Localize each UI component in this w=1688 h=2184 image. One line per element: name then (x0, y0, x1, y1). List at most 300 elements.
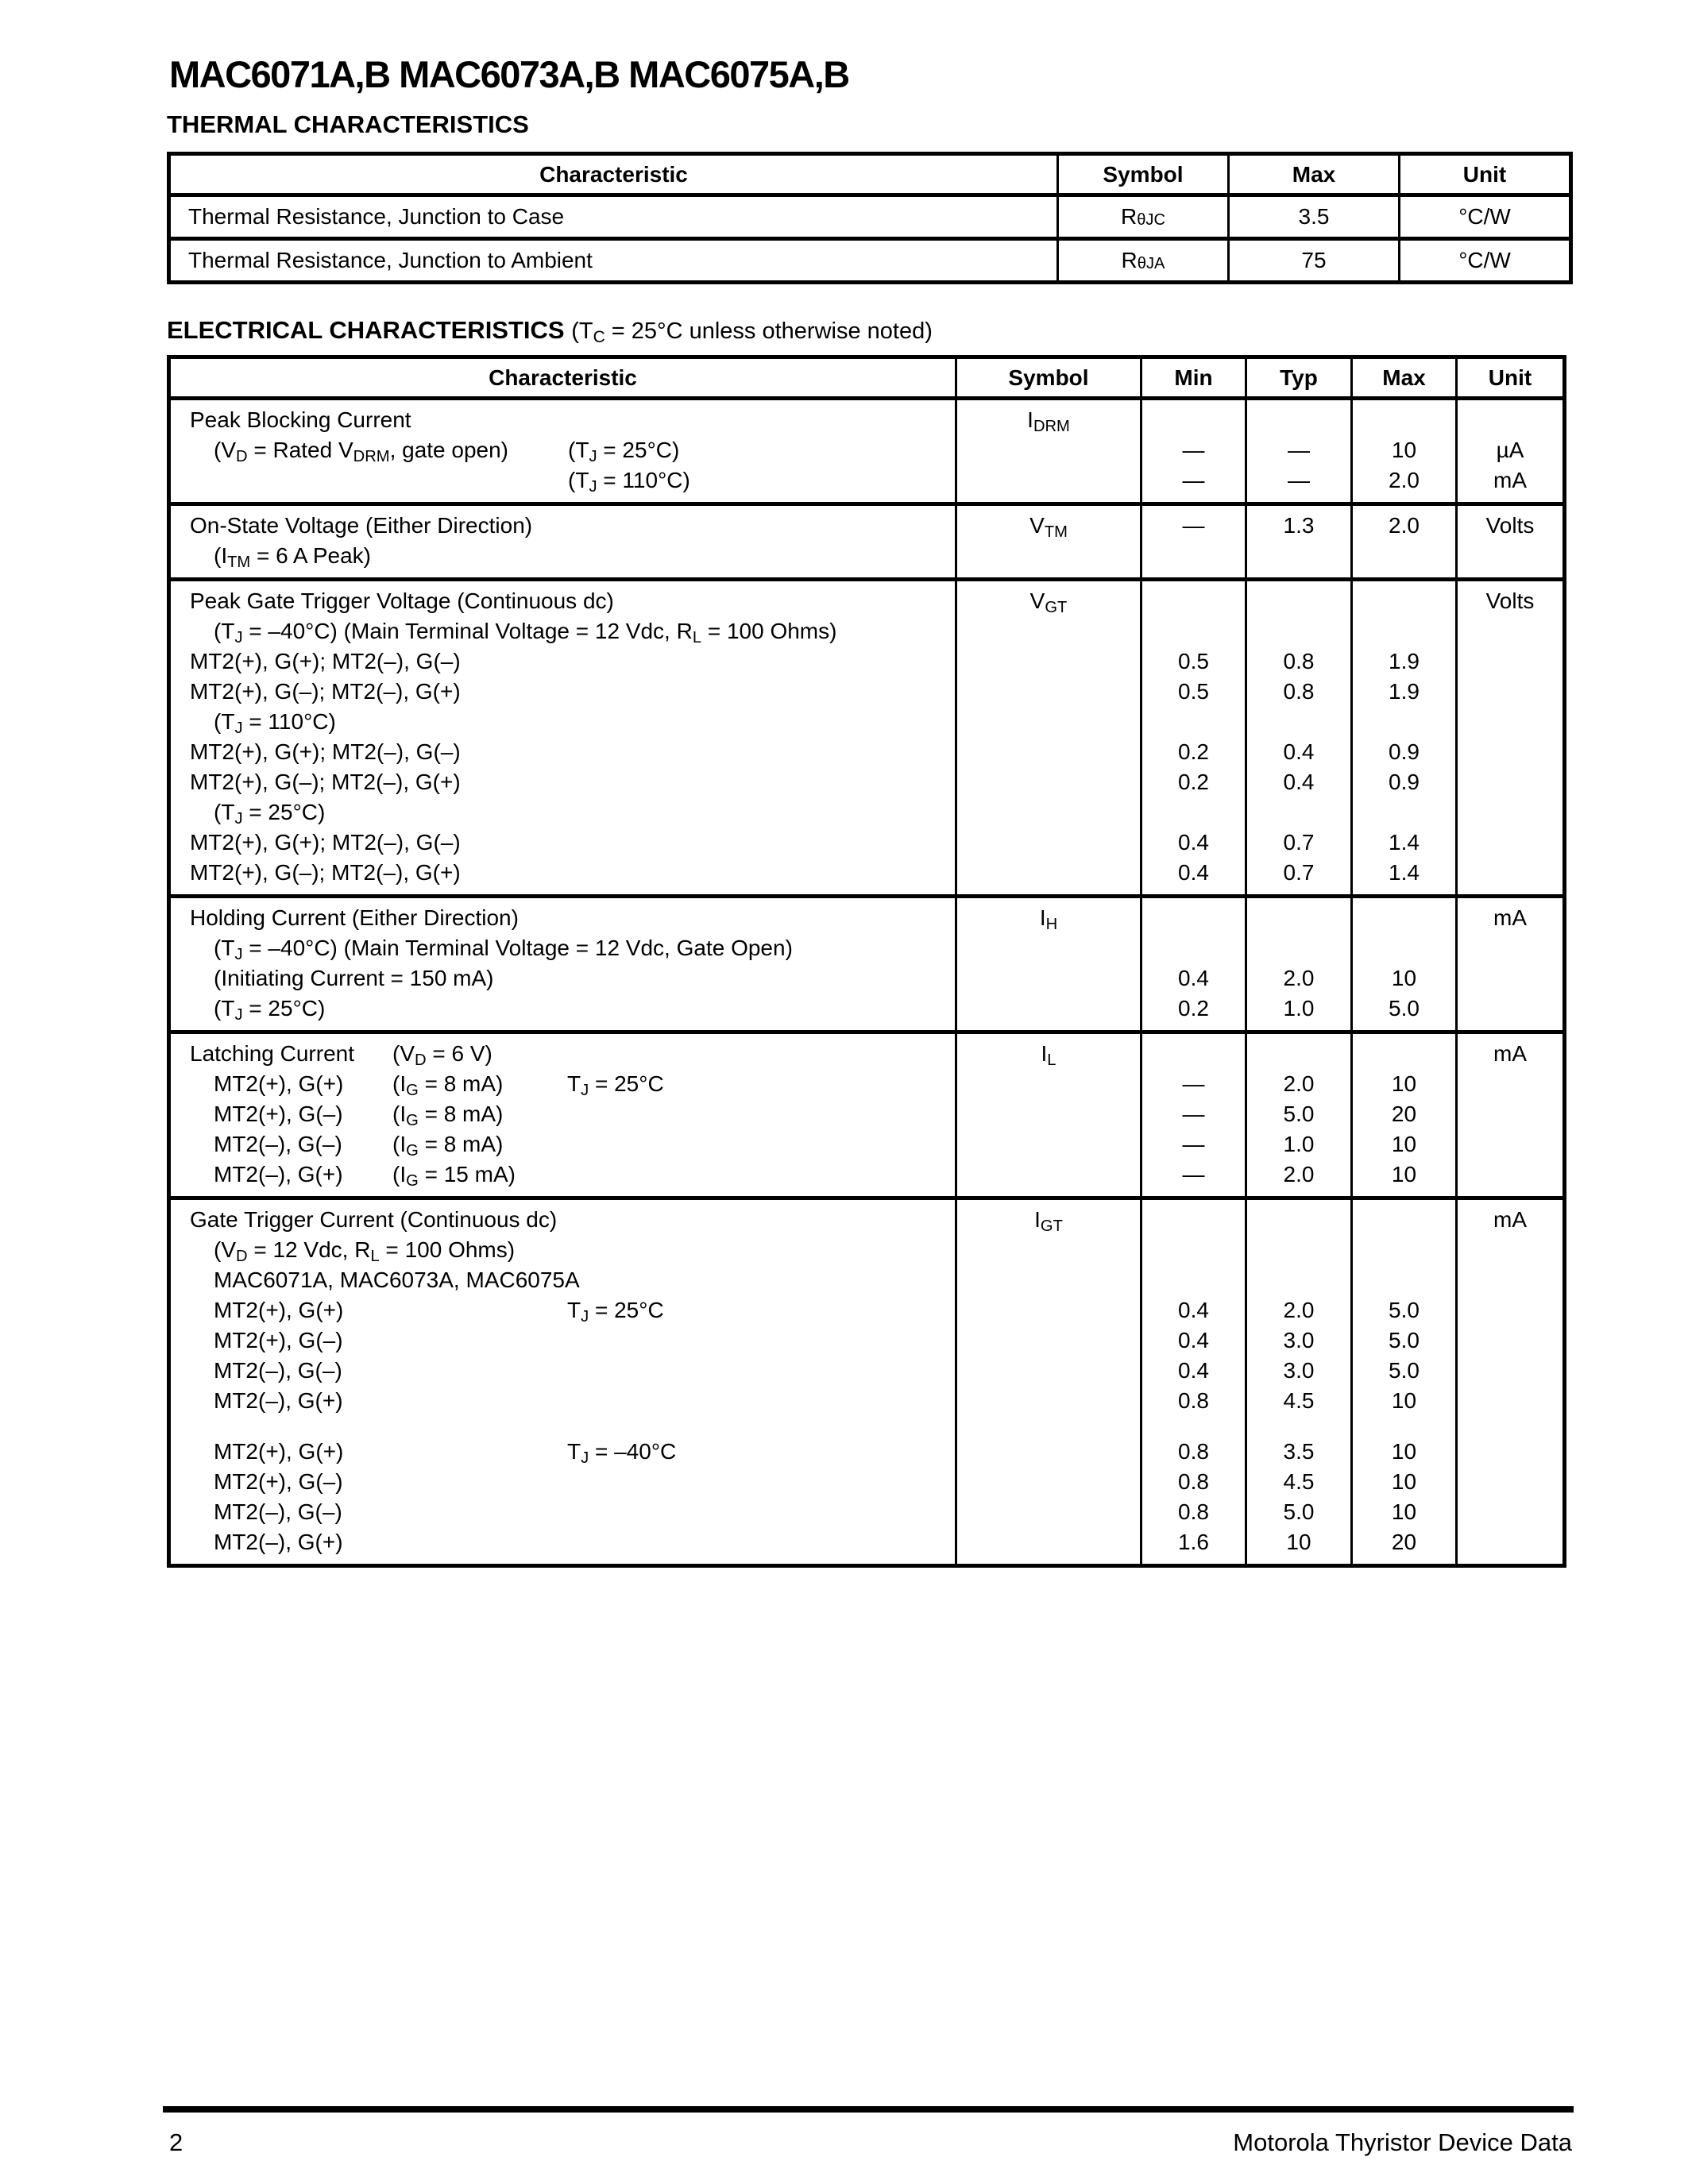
value-line: 0.8 (1283, 679, 1315, 704)
value-line (957, 435, 1140, 465)
value-line (1247, 1039, 1350, 1069)
value-line (1142, 903, 1245, 933)
characteristic-line (171, 677, 955, 707)
value-line: 5.0 (1283, 1499, 1315, 1524)
value-line: 10 (1286, 1530, 1311, 1554)
characteristic-line (171, 1039, 955, 1069)
electrical-heading (167, 316, 933, 345)
value-line (1458, 541, 1562, 571)
value-line (1353, 1265, 1455, 1295)
value-line (1142, 541, 1245, 571)
value-line: 1.0 (1283, 996, 1315, 1021)
thermal-header-cell: Characteristic (539, 161, 688, 187)
footer-rule (163, 2106, 1574, 2113)
value-line (957, 1386, 1140, 1416)
thermal-unit-cell: °C/W (1398, 197, 1569, 237)
value-line: 1.6 (1178, 1530, 1209, 1554)
value-line: — (1182, 1071, 1205, 1096)
value-line: 0.4 (1178, 966, 1209, 990)
value-line (1142, 1265, 1245, 1295)
characteristic-text: (TJ = 110°C) (568, 468, 690, 496)
thermal-max-cell: 3.5 (1227, 197, 1398, 237)
characteristic-line (171, 1356, 955, 1386)
electrical-row (171, 1196, 1562, 1564)
characteristic-cell (171, 898, 955, 1030)
characteristic-text: (Initiating Current = 150 mA) (214, 966, 494, 990)
value-line (1142, 405, 1245, 435)
footer-right-text: Motorola Thyristor Device Data (1233, 2128, 1572, 2156)
typ-cell (1245, 400, 1350, 502)
electrical-row (171, 502, 1562, 577)
value-line (1353, 1039, 1455, 1069)
value-line: — (1182, 438, 1205, 462)
value-line (1353, 616, 1455, 646)
value-line: 0.4 (1178, 1328, 1209, 1352)
characteristic-line (171, 903, 955, 933)
value-line (957, 1356, 1140, 1386)
characteristic-text: (IG = 8 mA) (392, 1071, 504, 1099)
value-line (1142, 707, 1245, 737)
value-line (1458, 858, 1562, 888)
value-line (957, 963, 1140, 994)
value-line (1458, 616, 1562, 646)
characteristic-line (171, 828, 955, 858)
characteristic-text: MT2(–), G(+) (214, 1530, 343, 1554)
value-line: IL (1041, 1041, 1056, 1069)
unit-cell (1455, 1200, 1562, 1564)
electrical-row (171, 894, 1562, 1030)
value-line (1458, 1295, 1562, 1325)
symbol-cell (955, 1200, 1140, 1564)
value-line (957, 677, 1140, 707)
characteristic-text: Holding Current (Either Direction) (190, 905, 519, 930)
characteristic-text: MT2(+), G(+) (214, 1298, 344, 1322)
characteristic-text: (TJ = –40°C) (Main Terminal Voltage = 12 Vdc, Gate Open) (214, 936, 793, 963)
electrical-header-row (171, 359, 1562, 396)
value-line (1458, 1527, 1562, 1557)
characteristic-text: MT2(–), G(+) (214, 1388, 343, 1413)
value-line (1247, 586, 1350, 616)
characteristic-line (171, 1386, 955, 1416)
characteristic-line (171, 1265, 955, 1295)
characteristic-text: TJ = 25°C (567, 1298, 664, 1325)
characteristic-line (171, 511, 955, 541)
value-line: 2.0 (1389, 513, 1420, 538)
value-line (1142, 933, 1245, 963)
characteristic-cell (171, 1034, 955, 1196)
value-line (1458, 1160, 1562, 1190)
value-line (1458, 1069, 1562, 1099)
value-line: mA (1493, 905, 1527, 930)
value-line: 10 (1391, 966, 1417, 990)
value-line (957, 797, 1140, 828)
characteristic-cell (171, 506, 955, 577)
characteristic-line (171, 1497, 955, 1527)
value-line: IDRM (1027, 407, 1070, 435)
value-line: 2.0 (1283, 1162, 1315, 1187)
electrical-header-cell: Unit (1455, 359, 1562, 396)
value-line: 5.0 (1389, 996, 1420, 1021)
value-line (957, 1069, 1140, 1099)
symbol-cell (955, 400, 1140, 502)
characteristic-line (171, 646, 955, 677)
characteristic-text: (IG = 15 mA) (392, 1162, 516, 1190)
characteristic-text: TJ = 25°C (567, 1071, 664, 1099)
value-line (957, 1527, 1140, 1557)
characteristic-text: (VD = Rated VDRM, gate open) (214, 438, 509, 465)
value-line: 3.0 (1283, 1328, 1315, 1352)
value-line: 0.8 (1178, 1469, 1209, 1494)
characteristic-line (171, 435, 955, 465)
value-line: 0.9 (1389, 739, 1420, 764)
electrical-heading-note: (TC = 25°C unless otherwise noted) (571, 318, 933, 346)
characteristic-line (171, 1437, 955, 1467)
characteristic-cell (171, 400, 955, 502)
electrical-header-cell: Min (1140, 359, 1245, 396)
value-line: 2.0 (1283, 1071, 1315, 1096)
value-line: 1.9 (1389, 679, 1420, 704)
value-line: 10 (1391, 1469, 1417, 1494)
value-line (1247, 1265, 1350, 1295)
value-line: 0.5 (1178, 649, 1209, 673)
value-line (957, 707, 1140, 737)
value-line: 0.4 (1178, 1358, 1209, 1383)
value-line: — (1182, 468, 1205, 492)
value-line (957, 1325, 1140, 1356)
value-line: 2.0 (1283, 966, 1315, 990)
unit-cell (1455, 506, 1562, 577)
value-line: 10 (1391, 1132, 1417, 1156)
max-cell (1350, 400, 1455, 502)
value-line (957, 767, 1140, 797)
value-line (1247, 1416, 1350, 1437)
characteristic-line (171, 858, 955, 888)
electrical-header-cell: Typ (1245, 359, 1350, 396)
value-line (957, 933, 1140, 963)
value-line: 0.9 (1389, 770, 1420, 794)
value-line (1458, 1356, 1562, 1386)
electrical-header-cell: Characteristic (489, 365, 637, 390)
characteristic-line (171, 1069, 955, 1099)
symbol-cell (955, 506, 1140, 577)
value-line: 0.8 (1178, 1388, 1209, 1413)
thermal-header-cell: Max (1227, 156, 1398, 193)
characteristic-text: MT2(+), G(–) (214, 1469, 343, 1494)
value-line: — (1182, 513, 1205, 538)
thermal-characteristic-cell: Thermal Resistance, Junction to Ambient (188, 248, 593, 272)
characteristic-text: MT2(+), G(+) (214, 1071, 344, 1096)
value-line (1458, 1497, 1562, 1527)
value-line (957, 646, 1140, 677)
value-line (1353, 541, 1455, 571)
value-line (1353, 797, 1455, 828)
characteristic-text: MT2(+), G(–) (214, 1102, 343, 1126)
value-line: Volts (1485, 588, 1535, 613)
characteristic-text: (TJ = 25°C) (214, 800, 326, 828)
typ-cell (1245, 1200, 1350, 1564)
value-line: 10 (1391, 1388, 1417, 1413)
characteristic-text: (VD = 12 Vdc, RL = 100 Ohms) (214, 1237, 516, 1265)
value-line (1247, 1205, 1350, 1235)
value-line (957, 1129, 1140, 1160)
value-line (957, 1295, 1140, 1325)
value-line: VGT (1029, 588, 1068, 616)
value-line (1142, 586, 1245, 616)
characteristic-cell (171, 1200, 955, 1564)
value-line (1353, 1205, 1455, 1235)
value-line (1247, 933, 1350, 963)
characteristic-text: Gate Trigger Current (Continuous dc) (190, 1207, 558, 1232)
value-line (957, 737, 1140, 767)
value-line (1458, 1467, 1562, 1497)
value-line: mA (1493, 468, 1527, 492)
value-line (957, 994, 1140, 1024)
characteristic-text: MT2(+), G(+); MT2(–), G(–) (190, 649, 461, 673)
characteristic-text: MT2(+), G(–); MT2(–), G(+) (190, 860, 461, 885)
value-line: 0.8 (1283, 649, 1315, 673)
characteristic-text: (TJ = 110°C) (214, 709, 336, 737)
value-line: 10 (1391, 1071, 1417, 1096)
symbol-cell (955, 1034, 1140, 1196)
characteristic-line (171, 1205, 955, 1235)
characteristic-line (171, 737, 955, 767)
value-line (1458, 797, 1562, 828)
min-cell (1140, 506, 1245, 577)
doc-title: MAC6071A,B MAC6073A,B MAC6075A,B (169, 53, 849, 95)
value-line: — (1182, 1132, 1205, 1156)
characteristic-text: Peak Gate Trigger Voltage (Continuous dc) (190, 588, 614, 613)
characteristic-text: On-State Voltage (Either Direction) (190, 513, 533, 538)
characteristic-line (171, 994, 955, 1024)
value-line (1458, 737, 1562, 767)
characteristic-line (171, 1295, 955, 1325)
unit-cell (1455, 1034, 1562, 1196)
characteristic-text: MT2(–), G(–) (214, 1358, 342, 1383)
value-line: 1.3 (1283, 513, 1315, 538)
max-cell (1350, 1200, 1455, 1564)
value-line: 5.0 (1389, 1298, 1420, 1322)
characteristic-text: TJ = –40°C (567, 1439, 677, 1467)
characteristic-text: (VD = 6 V) (392, 1041, 492, 1069)
value-line: 1.0 (1283, 1132, 1315, 1156)
value-line (1458, 767, 1562, 797)
characteristic-text: MT2(+), G(+); MT2(–), G(–) (190, 830, 461, 855)
value-line (1458, 933, 1562, 963)
characteristic-line (171, 1235, 955, 1265)
thermal-row (171, 237, 1569, 280)
value-line: — (1182, 1102, 1205, 1126)
characteristic-text: MT2(–), G(+) (214, 1162, 343, 1187)
value-line: 3.0 (1283, 1358, 1315, 1383)
value-line (1247, 707, 1350, 737)
page-number: 2 (169, 2128, 183, 2156)
characteristic-line (171, 1467, 955, 1497)
thermal-row (171, 193, 1569, 237)
characteristic-text: (TJ = 25°C) (214, 996, 326, 1024)
value-line: 4.5 (1283, 1469, 1315, 1494)
value-line (957, 616, 1140, 646)
max-cell (1350, 581, 1455, 894)
value-line (1458, 994, 1562, 1024)
value-line: 1.4 (1389, 860, 1420, 885)
value-line: 0.2 (1178, 996, 1209, 1021)
value-line: 2.0 (1283, 1298, 1315, 1322)
thermal-characteristic-cell: Thermal Resistance, Junction to Case (188, 204, 565, 229)
value-line (957, 1437, 1140, 1467)
value-line: 10 (1391, 1499, 1417, 1524)
value-line (1247, 797, 1350, 828)
value-line: 0.7 (1283, 860, 1315, 885)
thermal-max-cell: 75 (1227, 241, 1398, 280)
value-line: 0.4 (1178, 860, 1209, 885)
unit-cell (1455, 898, 1562, 1030)
max-cell (1350, 506, 1455, 577)
value-line (957, 1497, 1140, 1527)
value-line: 5.0 (1389, 1328, 1420, 1352)
unit-cell (1455, 581, 1562, 894)
min-cell (1140, 1200, 1245, 1564)
value-line (1353, 707, 1455, 737)
value-line (957, 1265, 1140, 1295)
value-line (1247, 405, 1350, 435)
characteristic-line (171, 1325, 955, 1356)
value-line: IGT (1034, 1207, 1063, 1235)
thermal-symbol-cell: R θJA (1056, 241, 1227, 280)
value-line: 20 (1391, 1102, 1417, 1126)
value-line (1142, 616, 1245, 646)
typ-cell (1245, 506, 1350, 577)
value-line: 0.4 (1283, 739, 1315, 764)
characteristic-line (171, 616, 955, 646)
value-line (1458, 1099, 1562, 1129)
value-line (957, 828, 1140, 858)
characteristic-text: MT2(–), G(–) (214, 1132, 342, 1156)
value-line: mA (1493, 1207, 1527, 1232)
value-line (1142, 1205, 1245, 1235)
characteristic-text: MT2(–), G(–) (214, 1499, 342, 1524)
electrical-row (171, 1030, 1562, 1196)
characteristic-line (171, 1160, 955, 1190)
value-line (1458, 1129, 1562, 1160)
value-line (957, 541, 1140, 571)
value-line (957, 465, 1140, 496)
value-line: IH (1039, 905, 1058, 933)
characteristic-text: MT2(+), G(–); MT2(–), G(+) (190, 679, 461, 704)
value-line (957, 1099, 1140, 1129)
characteristic-line (171, 586, 955, 616)
value-line (1353, 933, 1455, 963)
value-line: 1.4 (1389, 830, 1420, 855)
value-line (957, 1467, 1140, 1497)
characteristic-line (171, 963, 955, 994)
thermal-unit-cell: °C/W (1398, 241, 1569, 280)
value-line: 5.0 (1389, 1358, 1420, 1383)
characteristic-text: Peak Blocking Current (190, 407, 411, 432)
value-line (1458, 1325, 1562, 1356)
min-cell (1140, 400, 1245, 502)
value-line (1142, 1235, 1245, 1265)
value-line (1458, 1235, 1562, 1265)
value-line (1458, 1386, 1562, 1416)
value-line: VTM (1029, 513, 1068, 541)
value-line (1142, 1039, 1245, 1069)
value-line (1458, 828, 1562, 858)
value-line (1247, 541, 1350, 571)
value-line (1458, 1265, 1562, 1295)
characteristic-text: (ITM = 6 A Peak) (214, 543, 371, 571)
symbol-cell (955, 581, 1140, 894)
max-cell (1350, 898, 1455, 1030)
thermal-header-row (171, 156, 1569, 193)
value-line (1353, 405, 1455, 435)
value-line: 3.5 (1283, 1439, 1315, 1464)
value-line: Volts (1485, 513, 1535, 538)
min-cell (1140, 581, 1245, 894)
characteristic-text: (IG = 8 mA) (392, 1132, 504, 1160)
value-line (1458, 1416, 1562, 1437)
max-cell (1350, 1034, 1455, 1196)
value-line: — (1182, 1162, 1205, 1187)
value-line (1247, 616, 1350, 646)
typ-cell (1245, 1034, 1350, 1196)
symbol-cell (955, 898, 1140, 1030)
characteristic-text: MT2(+), G(+); MT2(–), G(–) (190, 739, 461, 764)
characteristic-text: MT2(+), G(–) (214, 1328, 343, 1352)
thermal-symbol-cell: R θJC (1056, 197, 1227, 237)
value-line: mA (1493, 1041, 1527, 1066)
value-line (957, 1235, 1140, 1265)
electrical-heading-text: ELECTRICAL CHARACTERISTICS (167, 316, 565, 344)
value-line: 0.2 (1178, 770, 1209, 794)
value-line: 1.9 (1389, 649, 1420, 673)
value-line (957, 1416, 1140, 1437)
typ-cell (1245, 898, 1350, 1030)
characteristic-line (171, 1099, 955, 1129)
electrical-row (171, 577, 1562, 894)
value-line (1353, 586, 1455, 616)
value-line (1142, 1416, 1245, 1437)
characteristic-line (171, 797, 955, 828)
value-line: 10 (1391, 1162, 1417, 1187)
value-line (1353, 1416, 1455, 1437)
value-line: 0.8 (1178, 1499, 1209, 1524)
electrical-table (167, 355, 1566, 1568)
value-line (1247, 1235, 1350, 1265)
thermal-heading: THERMAL CHARACTERISTICS (167, 110, 529, 138)
electrical-header-cell: Max (1350, 359, 1455, 396)
characteristic-line (171, 405, 955, 435)
value-line: 0.5 (1178, 679, 1209, 704)
value-line: — (1288, 438, 1310, 462)
characteristic-line (171, 1129, 955, 1160)
value-line (957, 1160, 1140, 1190)
min-cell (1140, 1034, 1245, 1196)
value-line: 5.0 (1283, 1102, 1315, 1126)
electrical-row (171, 396, 1562, 502)
characteristic-text: (TJ = –40°C) (Main Terminal Voltage = 12 Vdc, RL = 100 Ohms) (214, 619, 837, 646)
characteristic-text: Latching Current (190, 1041, 355, 1066)
characteristic-text: MT2(+), G(–); MT2(–), G(+) (190, 770, 461, 794)
characteristic-line (171, 541, 955, 571)
value-line (1458, 963, 1562, 994)
value-line: 10 (1391, 438, 1417, 462)
value-line (1458, 707, 1562, 737)
characteristic-line (171, 465, 955, 496)
min-cell (1140, 898, 1245, 1030)
value-line (1458, 646, 1562, 677)
value-line (957, 858, 1140, 888)
thermal-header-cell: Symbol (1056, 156, 1227, 193)
